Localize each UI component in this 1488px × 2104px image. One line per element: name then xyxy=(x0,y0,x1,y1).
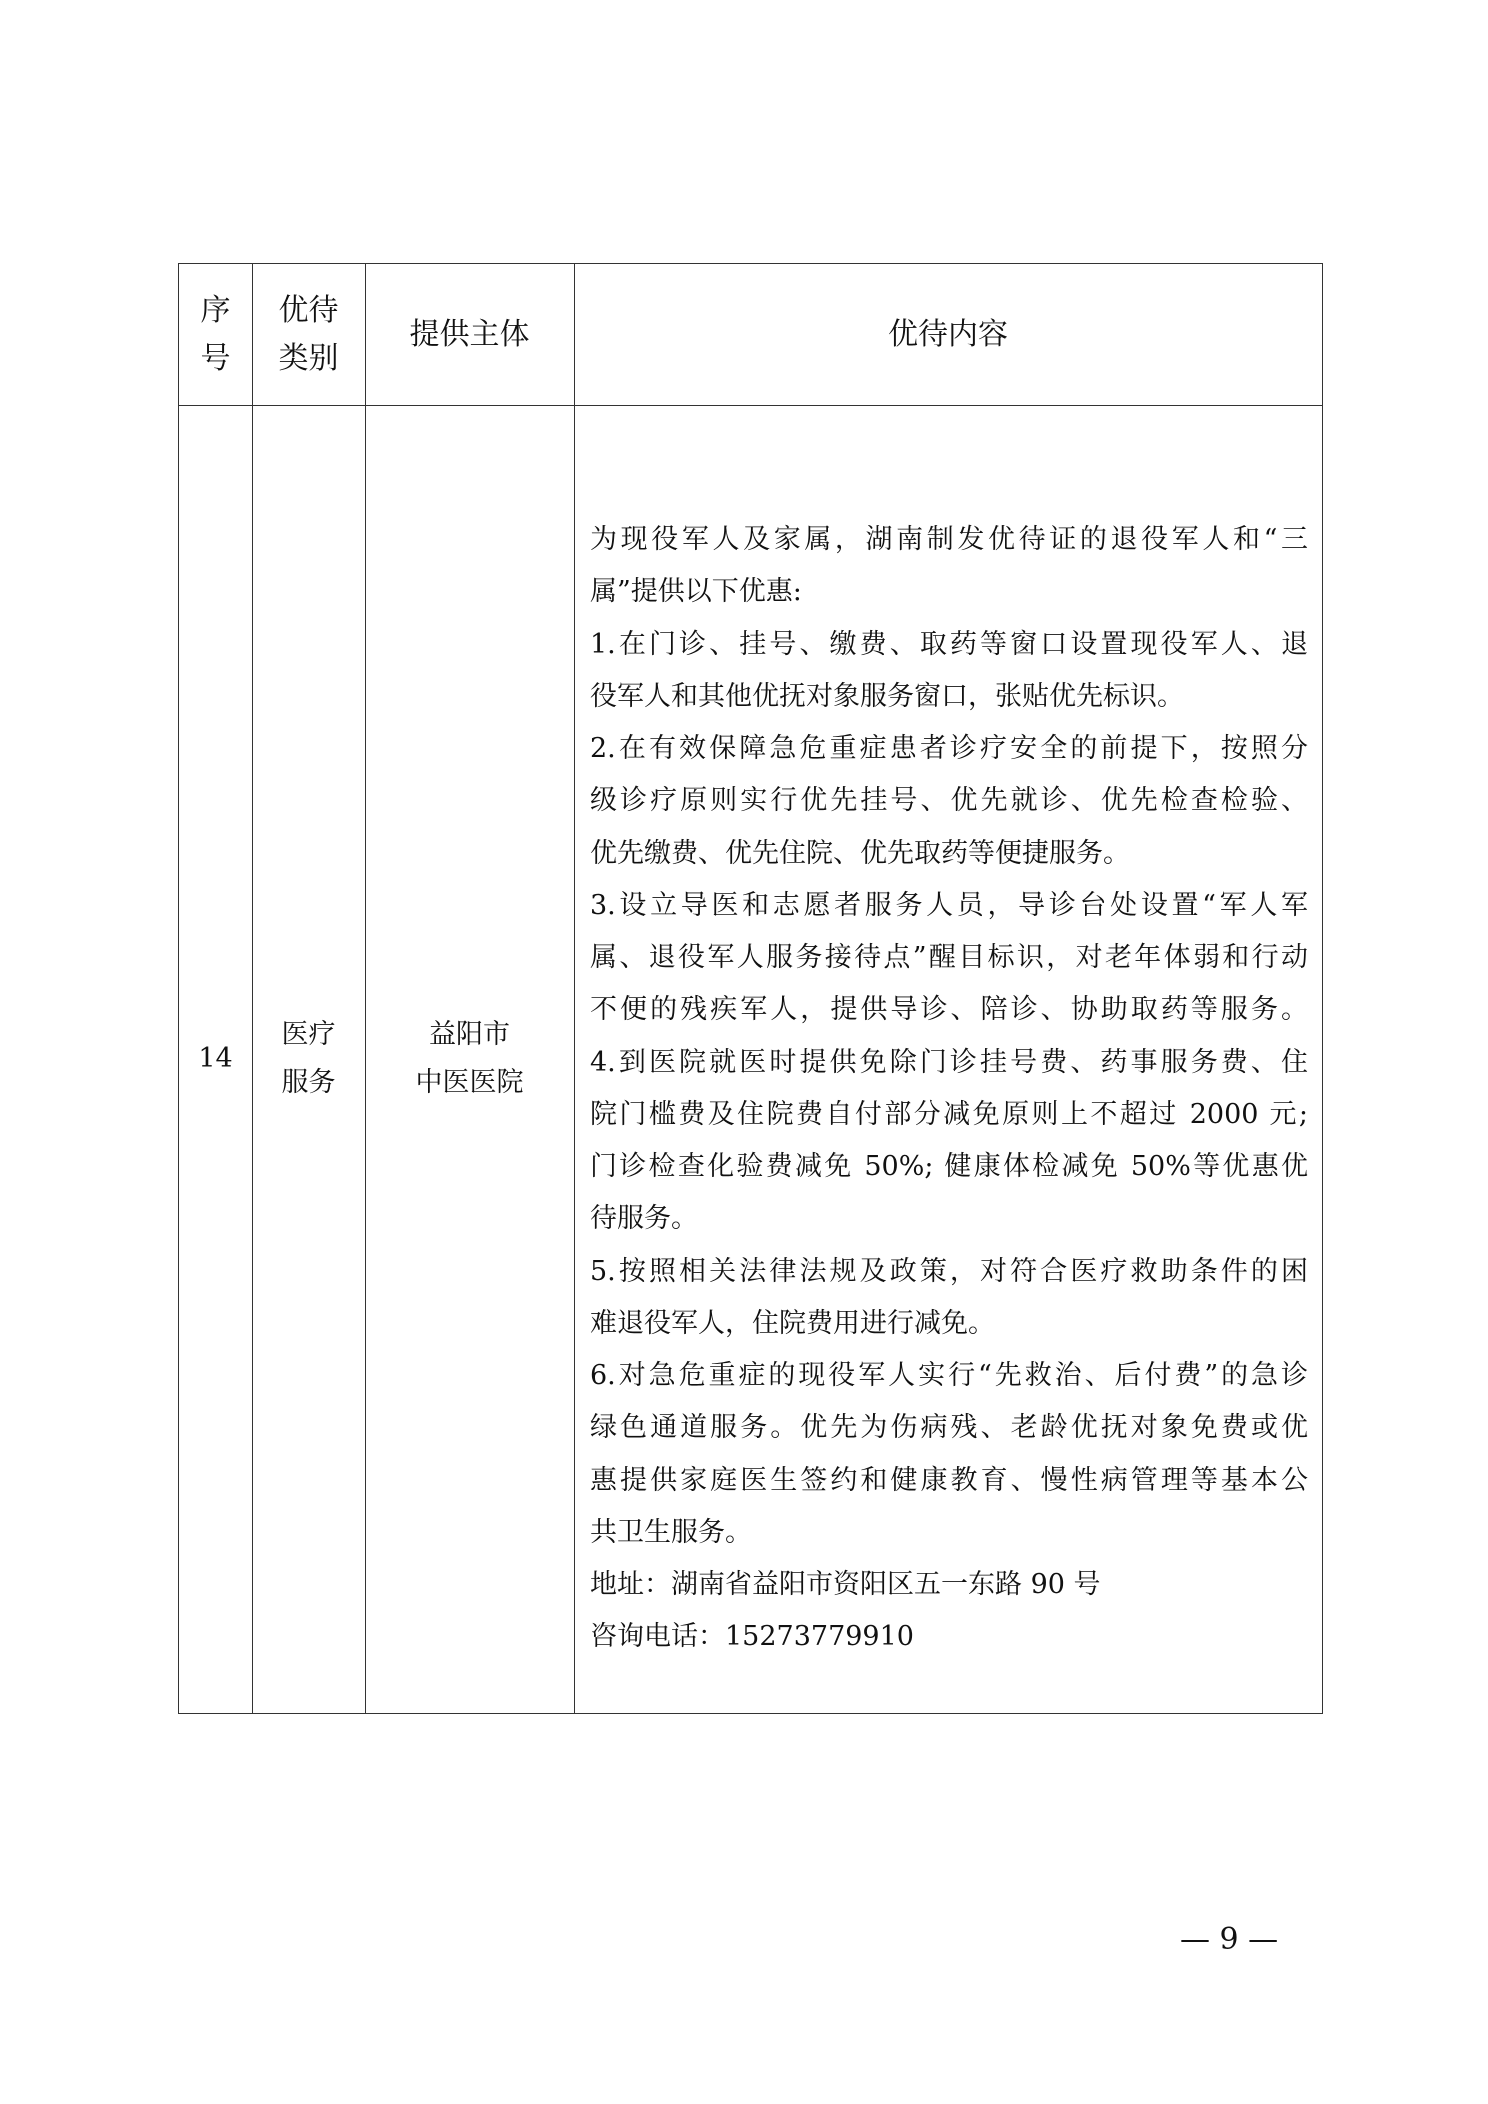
content-line: 优先缴费、优先住院、优先取药等便捷服务。 xyxy=(590,837,1130,869)
header-text: 类别 xyxy=(278,340,339,376)
category-text: 医疗 xyxy=(281,1019,336,1050)
content-line: 惠提供家庭医生签约和健康教育、慢性病管理等基本公 xyxy=(590,1464,1308,1496)
content-line: 门诊检查化验费减免 50%; 健康体检减免 50%等优惠优 xyxy=(590,1151,1308,1182)
category-text: 服务 xyxy=(281,1067,336,1098)
header-index xyxy=(179,264,252,405)
content-line: 难退役军人，住院费用进行减免。 xyxy=(590,1307,995,1339)
content-line: 5.按照相关法律法规及政策，对符合医疗救助条件的困 xyxy=(590,1255,1308,1287)
content-line: 6.对急危重症的现役军人实行“先救治、后付费”的急诊 xyxy=(590,1360,1308,1391)
column-divider xyxy=(574,264,575,1713)
content-line: 不便的残疾军人，提供导诊、陪诊、协助取药等服务。 xyxy=(590,994,1308,1026)
header-text: 序 xyxy=(200,292,231,328)
content-line: 役军人和其他优抚对象服务窗口，张贴优先标识。 xyxy=(590,680,1184,712)
provider-text: 中医医院 xyxy=(415,1067,524,1098)
content-line: 待服务。 xyxy=(590,1203,698,1235)
header-text: 提供主体 xyxy=(409,316,530,352)
content-line: 共卫生服务。 xyxy=(590,1516,752,1548)
header-category xyxy=(252,264,365,405)
content-line: 4.到医院就医时提供免除门诊挂号费、药事服务费、住 xyxy=(590,1046,1308,1078)
row-index xyxy=(179,405,252,1713)
content-line: 绿色通道服务。优先为伤病残、老龄优抚对象免费或优 xyxy=(590,1412,1308,1444)
content-line: 地址：湖南省益阳市资阳区五一东路 90 号 xyxy=(590,1569,1101,1600)
row-content xyxy=(590,514,1308,1664)
header-text: 优待内容 xyxy=(888,316,1008,352)
provider-text: 益阳市 xyxy=(429,1019,510,1050)
content-line: 院门槛费及住院费自付部分减免原则上不超过 2000 元; xyxy=(590,1098,1308,1130)
header-text: 优待 xyxy=(278,292,339,328)
header-provider xyxy=(365,264,574,405)
page-number: — 9 — xyxy=(1180,1922,1279,1957)
content-line: 为现役军人及家属，湖南制发优待证的退役军人和“三 xyxy=(590,524,1308,555)
content-line: 级诊疗原则实行优先挂号、优先就诊、优先检查检验、 xyxy=(590,785,1308,817)
content-line: 咨询电话：15273779910 xyxy=(590,1621,914,1653)
content-line: 属”提供以下优惠: xyxy=(590,576,802,608)
row-category xyxy=(252,405,365,1713)
header-text: 号 xyxy=(200,340,231,376)
content-line: 2.在有效保障急危重症患者诊疗安全的前提下，按照分 xyxy=(590,733,1308,764)
index-text: 14 xyxy=(198,1043,233,1074)
content-line: 3.设立导医和志愿者服务人员，导诊台处设置“军人军 xyxy=(590,889,1308,921)
header-content xyxy=(574,264,1322,405)
content-line: 属、退役军人服务接待点”醒目标识，对老年体弱和行动 xyxy=(590,942,1308,973)
row-provider xyxy=(365,405,574,1713)
content-line: 1.在门诊、挂号、缴费、取药等窗口设置现役军人、退 xyxy=(590,628,1308,660)
